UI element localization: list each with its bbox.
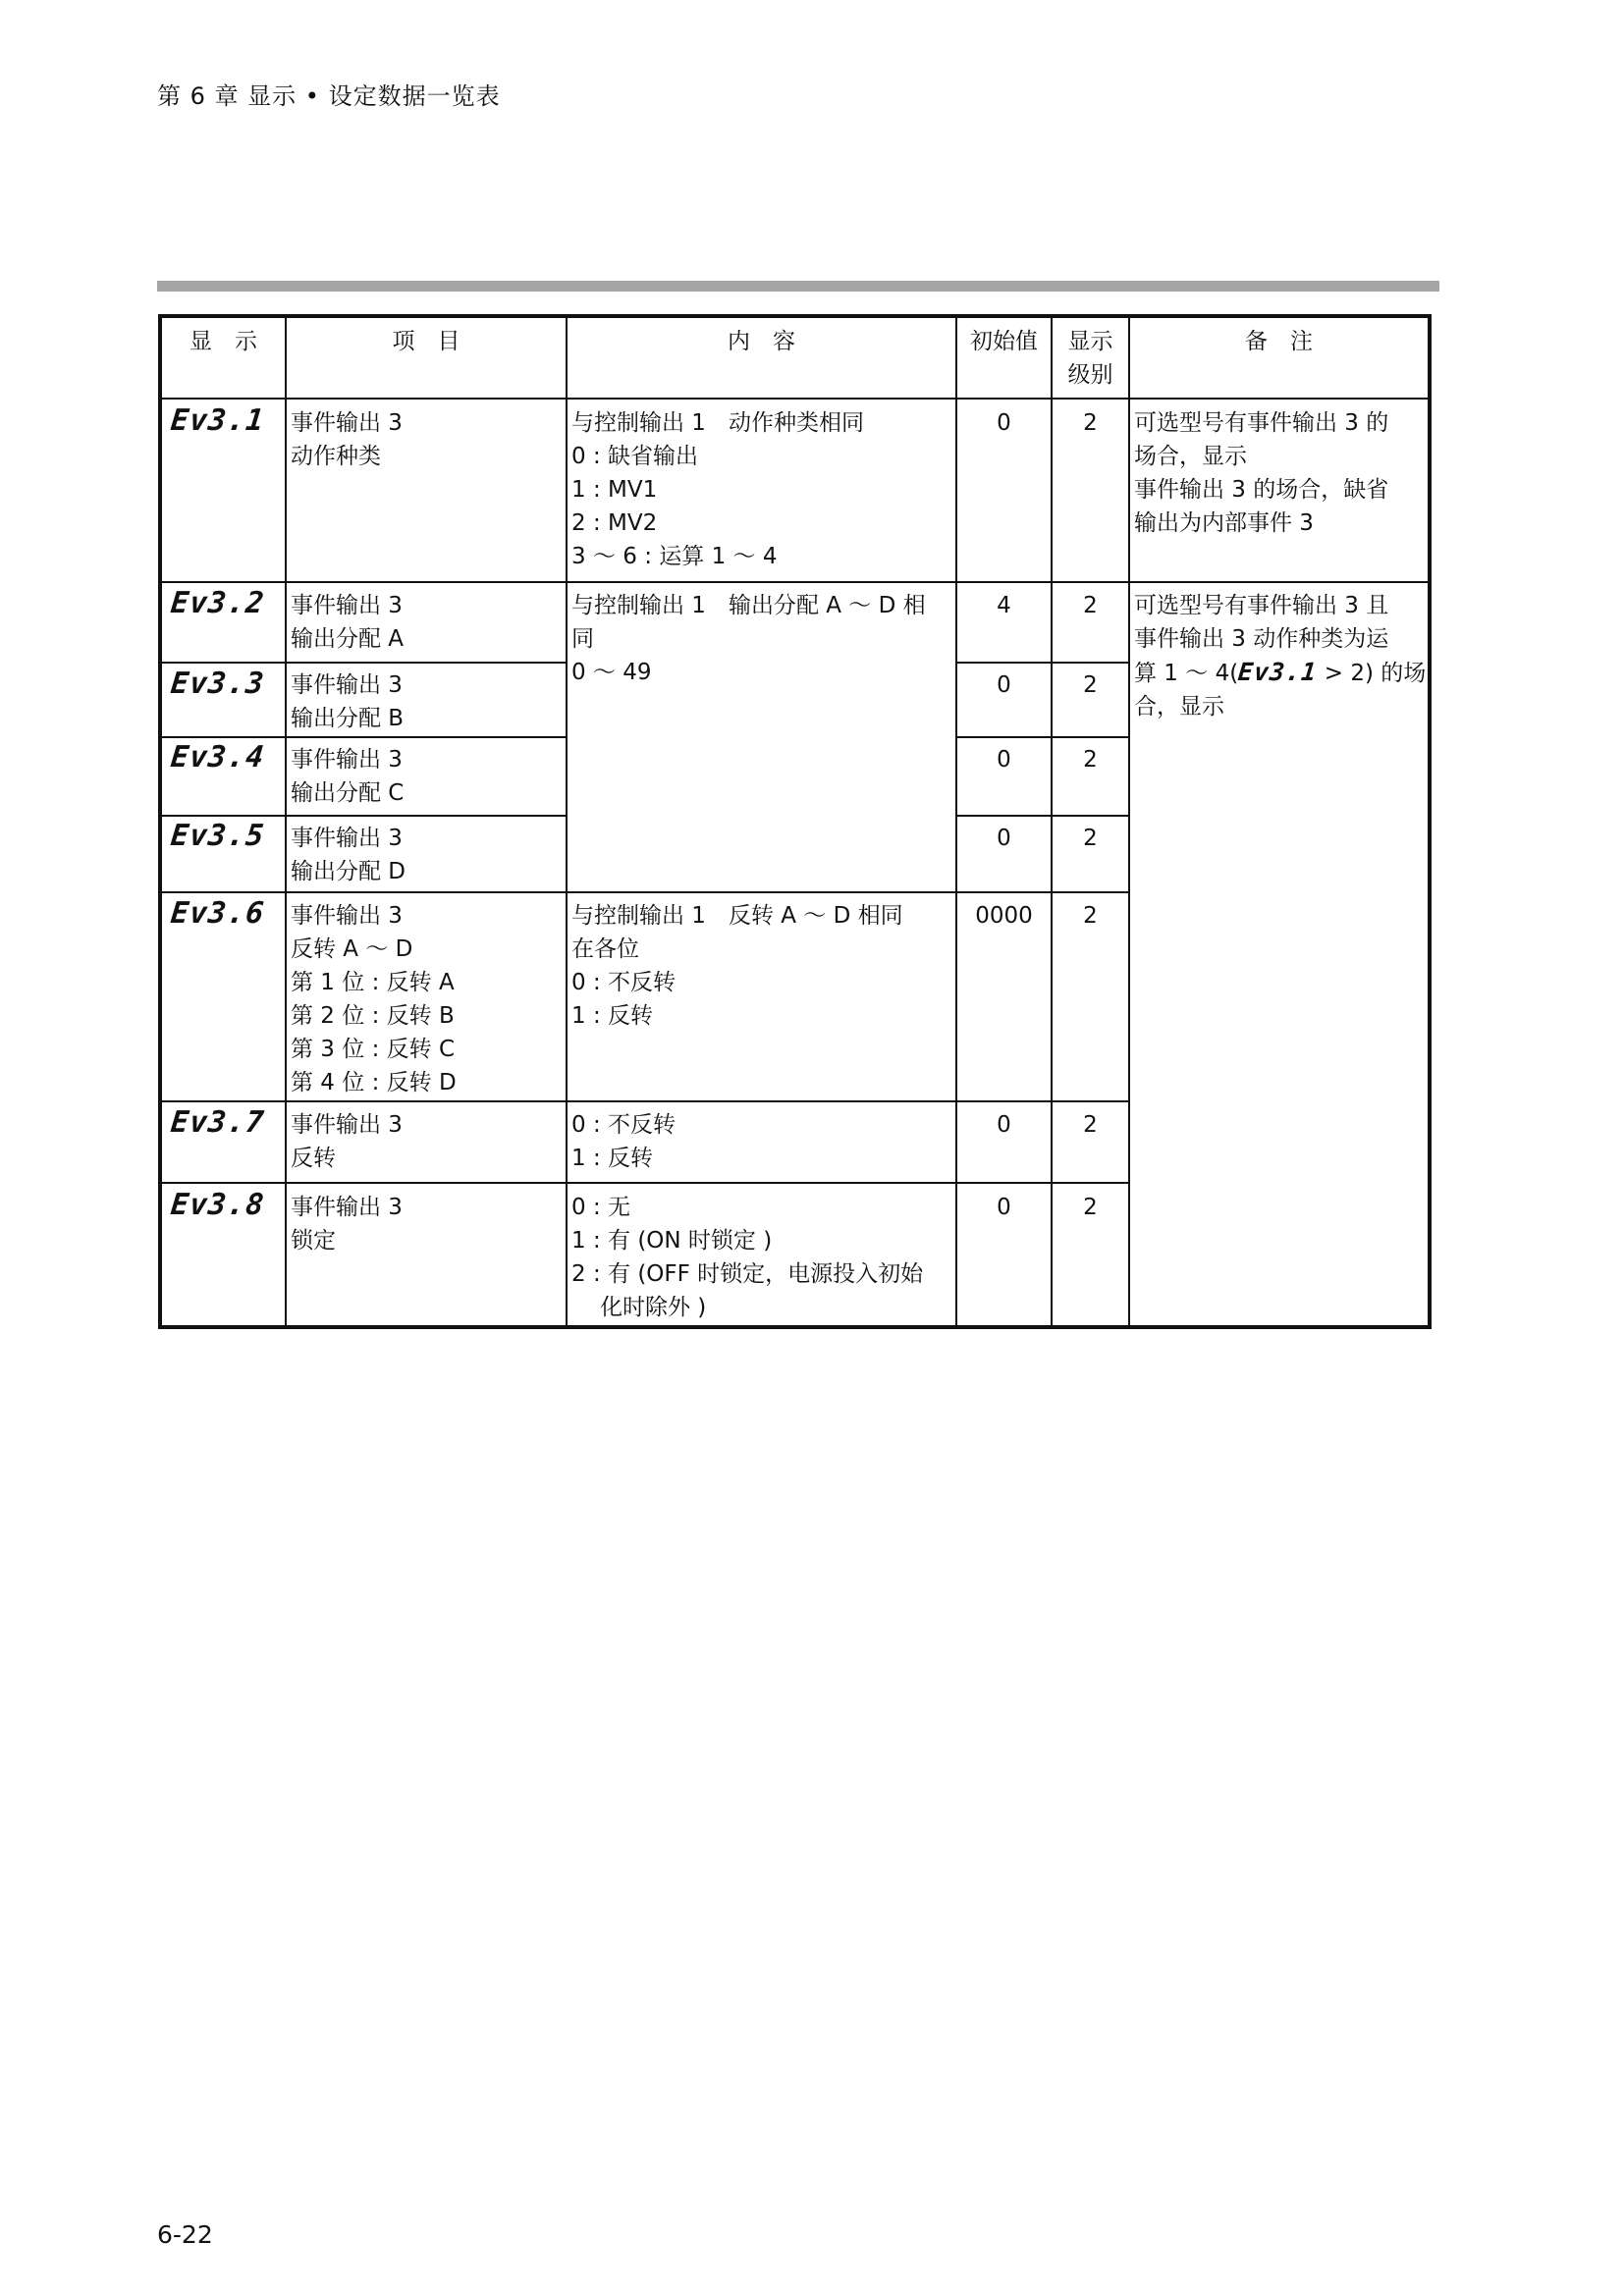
header-level: 显示 级别 bbox=[1067, 329, 1113, 388]
row-divider bbox=[162, 1182, 1130, 1184]
row-divider bbox=[955, 662, 1130, 664]
display-code: Ev3.4 bbox=[169, 740, 267, 774]
display-code: Ev3.2 bbox=[169, 586, 267, 620]
row-divider bbox=[162, 581, 1428, 583]
display-code: Ev3.5 bbox=[169, 819, 267, 853]
initial-value: 4 bbox=[997, 593, 1011, 618]
display-level: 2 bbox=[1083, 672, 1098, 698]
display-level: 2 bbox=[1083, 1112, 1098, 1138]
header-content: 内 容 bbox=[728, 329, 795, 354]
header-initial: 初始值 bbox=[970, 329, 1038, 354]
row-divider bbox=[955, 736, 1130, 738]
display-code: Ev3.3 bbox=[169, 667, 267, 701]
display-level: 2 bbox=[1083, 1195, 1098, 1220]
column-divider bbox=[285, 318, 287, 1325]
item-cell: 事件输出 3 反转 bbox=[291, 1112, 403, 1171]
item-cell: 事件输出 3 锁定 bbox=[291, 1195, 403, 1254]
header-item: 项 目 bbox=[392, 329, 460, 354]
column-divider bbox=[566, 318, 568, 1325]
content-cell: 与控制输出 1 动作种类相同 0 : 缺省输出 1 : MV1 2 : MV2 3 ～ 6 : 运算 1 ～ 4 bbox=[571, 410, 864, 569]
header-remarks: 备 注 bbox=[1245, 329, 1313, 354]
row-divider bbox=[162, 891, 1130, 893]
header-display: 显 示 bbox=[189, 329, 257, 354]
display-level: 2 bbox=[1083, 410, 1098, 436]
display-code: Ev3.6 bbox=[169, 896, 267, 931]
row-divider bbox=[162, 1100, 1130, 1102]
item-cell: 事件输出 3 输出分配 A bbox=[291, 593, 405, 652]
remarks-cell: 可选型号有事件输出 3 且 事件输出 3 动作种类为运 算 1 ～ 4(Ev3.1 > 2) 的场 合，显示 bbox=[1134, 593, 1427, 720]
content-cell: 与控制输出 1 输出分配 A ～ D 相 同 0 ～ 49 bbox=[571, 593, 926, 685]
row-divider bbox=[162, 398, 1428, 400]
item-cell: 事件输出 3 输出分配 C bbox=[291, 747, 405, 806]
initial-value: 0 bbox=[997, 1195, 1011, 1220]
display-level: 2 bbox=[1083, 747, 1098, 773]
column-divider bbox=[1128, 318, 1130, 1325]
display-code: Ev3.8 bbox=[169, 1188, 267, 1222]
remarks-cell: 可选型号有事件输出 3 的 场合，显示 事件输出 3 的场合，缺省 输出为内部事件 3 bbox=[1134, 410, 1389, 536]
row-divider bbox=[162, 736, 566, 738]
item-cell: 事件输出 3 输出分配 B bbox=[291, 672, 405, 731]
initial-value: 0000 bbox=[975, 903, 1033, 929]
row-divider bbox=[955, 815, 1130, 817]
chapter-header: 第 6 章 显示 • 设定数据一览表 bbox=[157, 82, 501, 110]
display-level: 2 bbox=[1083, 903, 1098, 929]
remarks-code: Ev3.1 bbox=[1236, 658, 1320, 686]
content-cell: 0 : 无 1 : 有 (ON 时锁定 ) 2 : 有 (OFF 时锁定，电源投入初始 化时除外 ) bbox=[571, 1195, 924, 1320]
content-cell: 与控制输出 1 反转 A ～ D 相同 在各位 0 : 不反转 1 : 反转 bbox=[571, 903, 903, 1029]
page-number: 6-22 bbox=[157, 2220, 213, 2249]
settings-table bbox=[158, 314, 1432, 1329]
item-cell: 事件输出 3 输出分配 D bbox=[291, 826, 406, 884]
initial-value: 0 bbox=[997, 410, 1011, 436]
item-cell: 事件输出 3 反转 A ～ D 第 1 位 : 反转 A 第 2 位 : 反转 B 第 3 位 : 反转 C 第 4 位 : 反转 D bbox=[291, 903, 457, 1095]
display-code: Ev3.7 bbox=[169, 1105, 267, 1140]
initial-value: 0 bbox=[997, 1112, 1011, 1138]
row-divider bbox=[162, 815, 566, 817]
header-rule bbox=[157, 281, 1439, 292]
row-divider bbox=[162, 662, 566, 664]
display-code: Ev3.1 bbox=[169, 403, 267, 438]
display-level: 2 bbox=[1083, 826, 1098, 851]
display-level: 2 bbox=[1083, 593, 1098, 618]
initial-value: 0 bbox=[997, 672, 1011, 698]
initial-value: 0 bbox=[997, 826, 1011, 851]
content-cell: 0 : 不反转 1 : 反转 bbox=[571, 1112, 677, 1171]
initial-value: 0 bbox=[997, 747, 1011, 773]
item-cell: 事件输出 3 动作种类 bbox=[291, 410, 403, 469]
